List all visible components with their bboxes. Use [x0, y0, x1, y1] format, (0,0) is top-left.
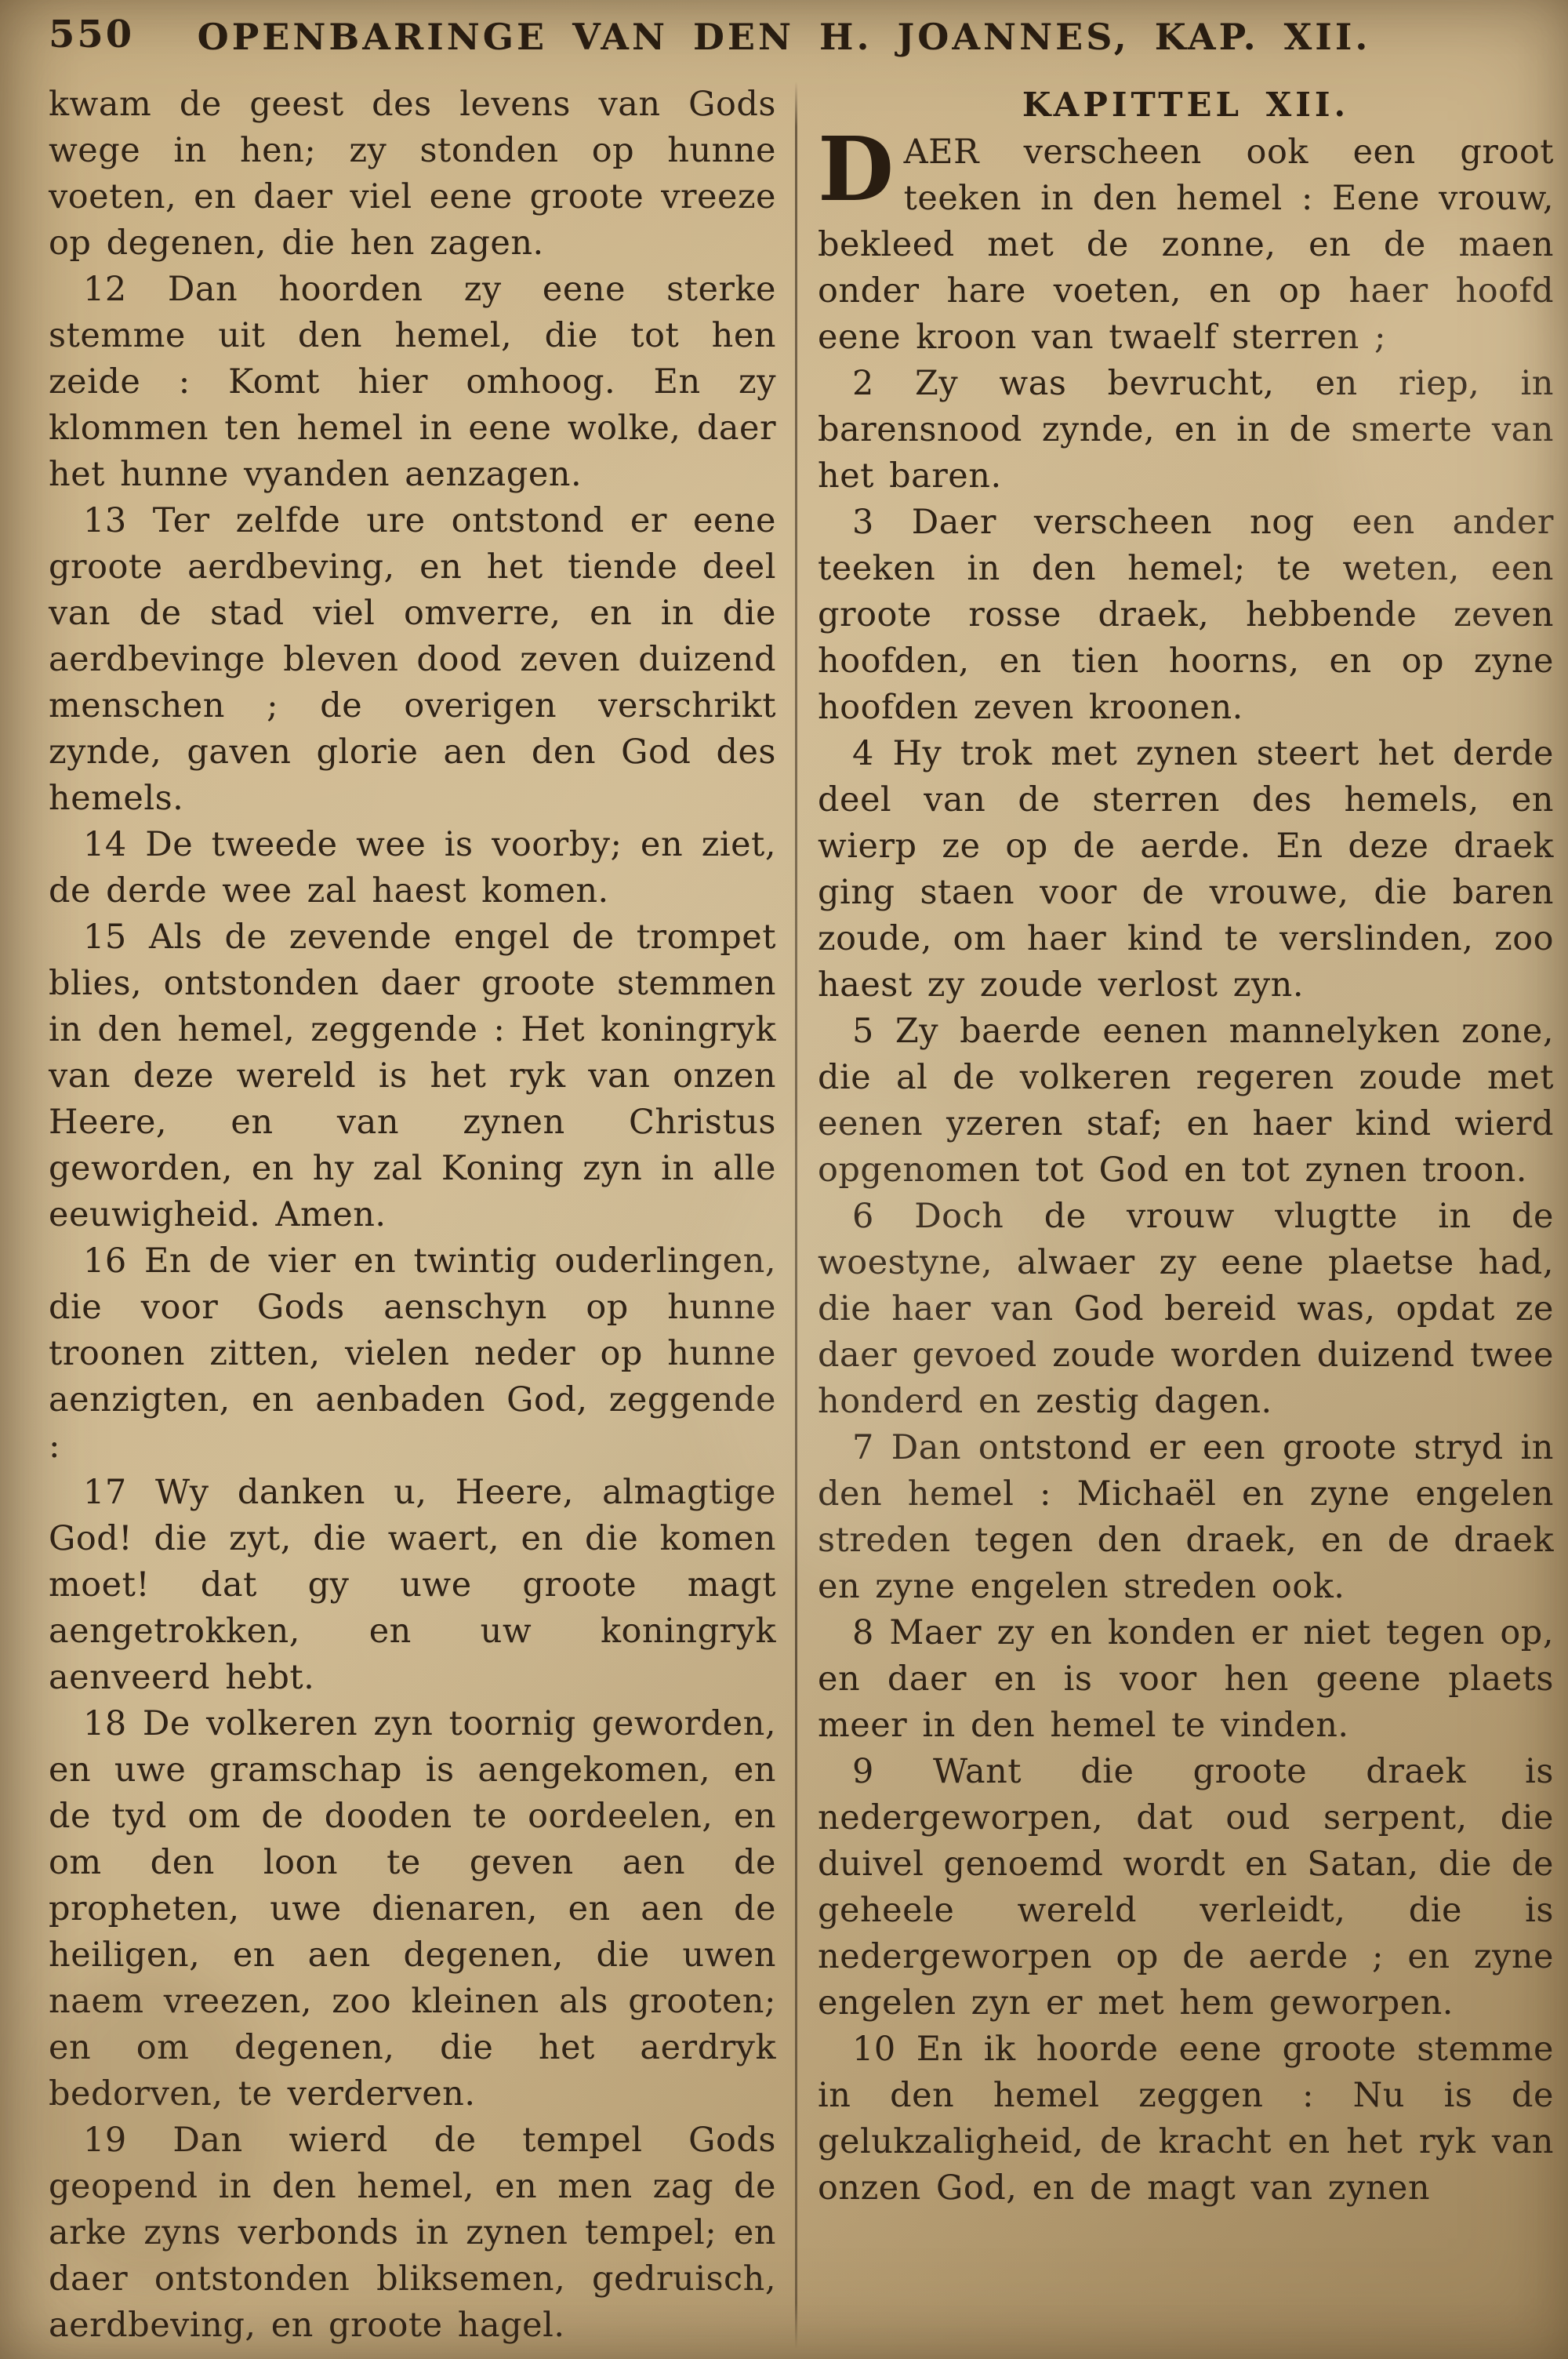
verse-3: 3 Daer verscheen nog een ander teeken in den hemel; te weten, een groote rosse draek, hebbende zeven hoofden, en tien hoorns, en op zyne hoofden zeven kroonen. — [818, 503, 1554, 727]
running-title: OPENBARINGE VAN DEN H. JOANNES, KAP. XII. — [197, 16, 1371, 58]
verse-15: 15 Als de zevende engel de trompet blies, ontstonden daer groote stemmen in den hemel, zeggende : Het koningryk van deze wereld is het ryk van onzen Heere, en van zynen Christus geworden, en hy zal Koning zyn in alle eeuwigheid. Amen. — [49, 918, 776, 1234]
verse-18: 18 De volkeren zyn toornig geworden, en uwe gramschap is aengekomen, en de tyd om de dooden te oordeelen, en om den loon te geven aen de propheten, uwe dienaren, en aen de heiligen, en aen degenen, die uwen naem vreezen, zoo kleinen als grooten; en om degenen, die het aerdryk bedorven, te verderven. — [49, 1704, 776, 2114]
drop-cap-initial: D — [818, 118, 895, 221]
verse-6: 6 Doch de vrouw vlugtte in de woestyne, alwaer zy eene plaetse had, die haer van God bereid was, opdat ze daer gevoed zoude worden duizend twee honderd en zestig dagen. — [818, 1197, 1554, 1421]
page-header — [0, 0, 1568, 77]
verse-16: 16 En de vier en twintig ouderlingen, die voor Gods aenschyn op hunne troonen zitten, vielen neder op hunne aenzigten, en aenbaden God, zeggende : — [49, 1241, 776, 1466]
page-number: 550 — [49, 13, 135, 56]
verse-10: 10 En ik hoorde eene groote stemme in den hemel zeggen : Nu is de gelukzaligheid, de kracht en het ryk van onzen God, en de magt van zynen — [818, 2030, 1554, 2208]
verse-8: 8 Maer zy en konden er niet tegen op, en daer en is voor hen geene plaets meer in den hemel te vinden. — [818, 1613, 1554, 1745]
chapter-heading: KAPITTEL XII. — [1022, 85, 1350, 124]
right-column — [797, 82, 1554, 2349]
left-column — [49, 82, 795, 2349]
verse-1-text: AER verscheen ook een groot teeken in den hemel : Eene vrouw, bekleed met de zonne, en de maen onder hare voeten, en op haer hoofd eene kroon van twaelf sterren ; — [818, 133, 1554, 357]
verse-19: 19 Dan wierd de tempel Gods geopend in den hemel, en men zag de arke zyns verbonds in zynen tempel; en daer ontstonden bliksemen, gedruisch, aerdbeving, en groote hagel. — [49, 2121, 776, 2345]
verse-7: 7 Dan ontstond er een groote stryd in den hemel : Michaël en zyne engelen streden tegen den draek, en de draek en zyne engelen streden ook. — [818, 1428, 1554, 1606]
verse-14: 14 De tweede wee is voorby; en ziet, de derde wee zal haest komen. — [49, 825, 776, 911]
verse-12: 12 Dan hoorden zy eene sterke stemme uit den hemel, die tot hen zeide : Komt hier omhoog. En zy klommen ten hemel in eene wolke, daer het hunne vyanden aenzagen. — [49, 270, 776, 494]
verse-9: 9 Want die groote draek is nedergeworpen, dat oud serpent, die duivel genoemd wordt en Satan, die de geheele wereld verleidt, die is nedergeworpen op de aerde ; en zyne engelen zyn er met hem geworpen. — [818, 1752, 1554, 2023]
verse-17: 17 Wy danken u, Heere, almagtige God! die zyt, die waert, en die komen moet! dat gy uwe groote magt aengetrokken, en uw koningryk aenveerd hebt. — [49, 1473, 776, 1697]
verse-4: 4 Hy trok met zynen steert het derde deel van de sterren des hemels, en wierp ze op de aerde. En deze draek ging staen voor de vrouwe, die baren zoude, om haer kind te verslinden, zoo haest zy zoude verlost zyn. — [818, 734, 1554, 1005]
verse-5: 5 Zy baerde eenen mannelyken zone, die al de volkeren regeren zoude met eenen yzeren staf; en haer kind wierd opgenomen tot God en tot zynen troon. — [818, 1012, 1554, 1190]
verse-1 — [818, 118, 1554, 361]
verse-13: 13 Ter zelfde ure ontstond er eene groote aerdbeving, en het tiende deel van de stad viel omverre, en in die aerdbevinge bleven dood zeven duizend menschen ; de overigen verschrikt zynde, gaven glorie aen den God des hemels. — [49, 501, 776, 818]
two-column-body — [0, 77, 1568, 2349]
verse-2: 2 Zy was bevrucht, en riep, in barensnood zynde, en in de smerte van het baren. — [818, 364, 1554, 496]
verse-continuation: kwam de geest des levens van Gods wege in hen; zy stonden op hunne voeten, en daer viel eene groote vreeze op degenen, die hen zagen. — [49, 85, 776, 263]
